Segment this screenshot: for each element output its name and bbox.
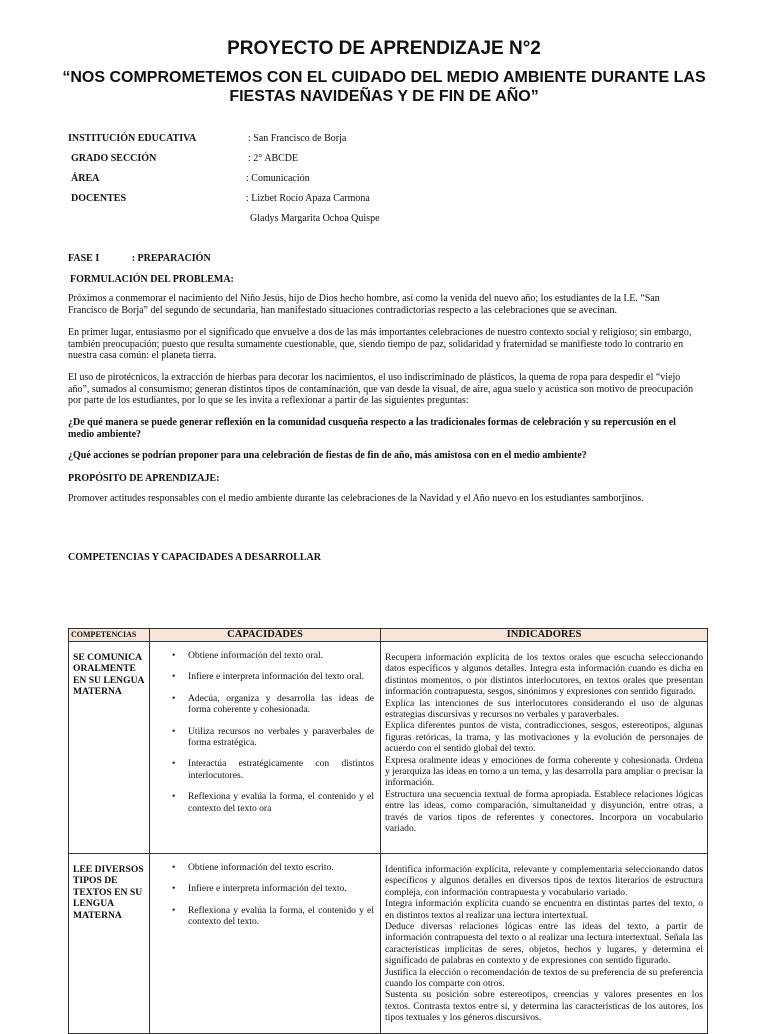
competency-cell: SE COMUNICA ORALMENTE EN SU LENGUA MATERNA <box>69 642 150 854</box>
header-capacidades: CAPACIDADES <box>150 629 381 642</box>
header-competencias: COMPETENCIAS <box>69 629 150 642</box>
list-item: • Infiere e interpreta información del texto oral. <box>156 671 374 682</box>
info-label: DOCENTES <box>71 193 127 204</box>
question-2: ¿Qué acciones se podrían proponer para una celebración de fiestas de fin de año, más amistosa con en el medio ambiente? <box>68 450 587 461</box>
info-value: : 2° ABCDE <box>248 153 299 164</box>
indicator-text: Recupera información explícita de los textos orales que escucha seleccionando datos específicos y algunos detalles. Integra esta información cuando es dicha en distintos momentos, o por distintos interlocutores, en textos orales que presentan información contrapuesta, sesgos, sinónimos y expresiones con sentido figurado. <box>385 652 703 698</box>
capacities-cell <box>150 642 381 854</box>
info-label: INSTITUCIÓN EDUCATIVA <box>68 133 197 144</box>
capacities-list <box>156 650 374 814</box>
capacities-list <box>156 862 374 928</box>
indicator-text: Deduce diversas relaciones lógicas entre las ideas del texto, a partir de información contrapuesta del texto o al realizar una lectura intertextual. Señala las características implícitas de seres, objetos, hechos y lugares, y determina el significado de palabras en contexto y de expresiones con sentido figurado. <box>385 921 703 967</box>
capacities-cell <box>150 854 381 1034</box>
table-header-row <box>69 629 708 642</box>
paragraph-intro: Próximos a conmemorar el nacimiento del Niño Jesús, hijo de Dios hecho hombre, así como la venida del nuevo año; los estudiantes de la I.E. “San Francisco de Borja” del segundo de secundaria, han manifestado situaciones contradictorias respecto a las celebraciones que se avecinan. <box>68 293 660 316</box>
competency-cell: LEE DIVERSOS TIPOS DE TEXTOS EN SU LENGUA MATERNA <box>69 854 150 1034</box>
list-item: • Reflexiona y evalúa la forma, el contenido y el contexto del texto ora <box>156 791 374 814</box>
list-item: • Infiere e interpreta información del texto. <box>156 883 374 894</box>
competencies-heading: COMPETENCIAS Y CAPACIDADES A DESARROLLAR <box>68 552 321 563</box>
list-item: • Adecúa, organiza y desarrolla las ideas de forma coherente y cohesionada. <box>156 693 374 716</box>
info-value: : Lizbet Rocío Apaza Carmona <box>246 193 370 204</box>
paragraph-entusiasmo: En primer lugar, entusiasmo por el significado que envuelve a dos de las más importantes celebraciones de nuestro contexto social y religioso; sin embargo, también preocupación; puesto que resulta sumamente cuestionable, que, siendo tiempo de paz, solidaridad y fraternidad se manifieste todo lo contrario en nuestra casa común: el planeta tierra. <box>68 327 692 361</box>
list-item: • Interactúa estratégicamente con distintos interlocutores. <box>156 758 374 781</box>
list-item: • Reflexiona y evalúa la forma, el contenido y el contexto del texto. <box>156 905 374 928</box>
problem-heading: FORMULACIÓN DEL PROBLEMA: <box>70 274 234 285</box>
purpose-text: Promover actitudes responsables con el medio ambiente durante las celebraciones de la Navidad y el Año nuevo en los estudiantes samborjinos. <box>68 493 644 504</box>
indicator-text: Explica las intenciones de sus interlocutores considerando el uso de algunas estrategias discursivas y recursos no verbales y paraverbales. <box>385 697 703 721</box>
indicator-text: Sustenta su posición sobre estereotipos, creencias y valores presentes en los textos. Contrasta textos entre sí, y determina las características de los autores, los tipos textuales y los géneros discursivos. <box>385 989 703 1024</box>
indicator-text: Justifica la elección o recomendación de textos de su preferencia de su preferencia cuando los comparte con otros. <box>385 966 703 990</box>
list-item: • Obtiene información del texto escrito. <box>156 862 374 873</box>
indicator-text: Estructura una secuencia textual de forma apropiada. Establece relaciones lógicas entre las ideas, como comparación, simultaneidad y disyunción, entre otras, a través de varios tipos de referentes y conectores. Incorpora un vocabulario variado. <box>385 788 703 835</box>
indicator-text: Identifica información explícita, relevante y complementaria seleccionando datos específicos y algunos detalles en diversos tipos de textos literarios de estructura compleja, con información contrapuesta y vocabulario variado. <box>385 864 703 898</box>
paragraph-contaminacion: El uso de pirotécnicos, la extracción de hierbas para decorar los nacimientos, el uso indiscriminado de plásticos, la quema de ropa para despedir el “viejo año”, sumados al consumismo; generan distintos tipos de contaminación, que van desde la visual, de aire, agua suelo y acústica son motivo de preocupación por parte de los estudiantes, por lo que se les invita a reflexionar a partir de las siguientes preguntas: <box>68 372 694 406</box>
info-label: GRADO SECCIÓN <box>71 153 157 164</box>
project-subtitle: “NOS COMPROMETEMOS CON EL CUIDADO DEL MEDIO AMBIENTE DURANTE LAS FIESTAS NAVIDEÑAS Y DE FIN DE AÑO” <box>62 69 706 105</box>
header-indicadores: INDICADORES <box>381 629 708 642</box>
indicators-cell <box>381 854 708 1034</box>
document-title: PROYECTO DE APRENDIZAJE N°2 <box>227 38 541 59</box>
indicator-text: Expresa oralmente ideas y emociones de forma coherente y cohesionada. Ordena y jerarquiza las ideas en torno a un tema, y las desarrolla para ampliar o precisar la información. <box>385 754 703 789</box>
purpose-heading: PROPÓSITO DE APRENDIZAJE: <box>68 473 220 484</box>
table-row <box>69 854 708 1034</box>
info-value: : Comunicación <box>246 173 310 184</box>
phase-heading: FASE I : PREPARACIÓN <box>68 253 211 264</box>
list-item: • Obtiene información del texto oral. <box>156 650 374 661</box>
info-value: Gladys Margarita Ochoa Quispe <box>250 213 380 224</box>
indicator-text: Integra información explícita cuando se encuentra en distintas partes del texto, o en distintos textos al realizar una lectura intertextual. <box>385 898 703 921</box>
info-value: : San Francisco de Borja <box>248 133 347 144</box>
competencies-table <box>68 628 708 1034</box>
indicator-text: Explica diferentes puntos de vista, contradicciones, sesgos, estereotipos, algunas figuras retóricas, la trama, y las motivaciones y la evolución de personajes de acuerdo con el sentido global del texto. <box>385 720 703 755</box>
table-row <box>69 642 708 854</box>
indicators-cell <box>381 642 708 854</box>
question-1: ¿De qué manera se puede generar reflexión en la comunidad cusqueña respecto a las tradicionales formas de celebración y su repercusión en el medio ambiente? <box>68 417 676 440</box>
list-item: • Utiliza recursos no verbales y paraverbales de forma estratégica. <box>156 726 374 749</box>
info-label: ÁREA <box>71 173 100 184</box>
